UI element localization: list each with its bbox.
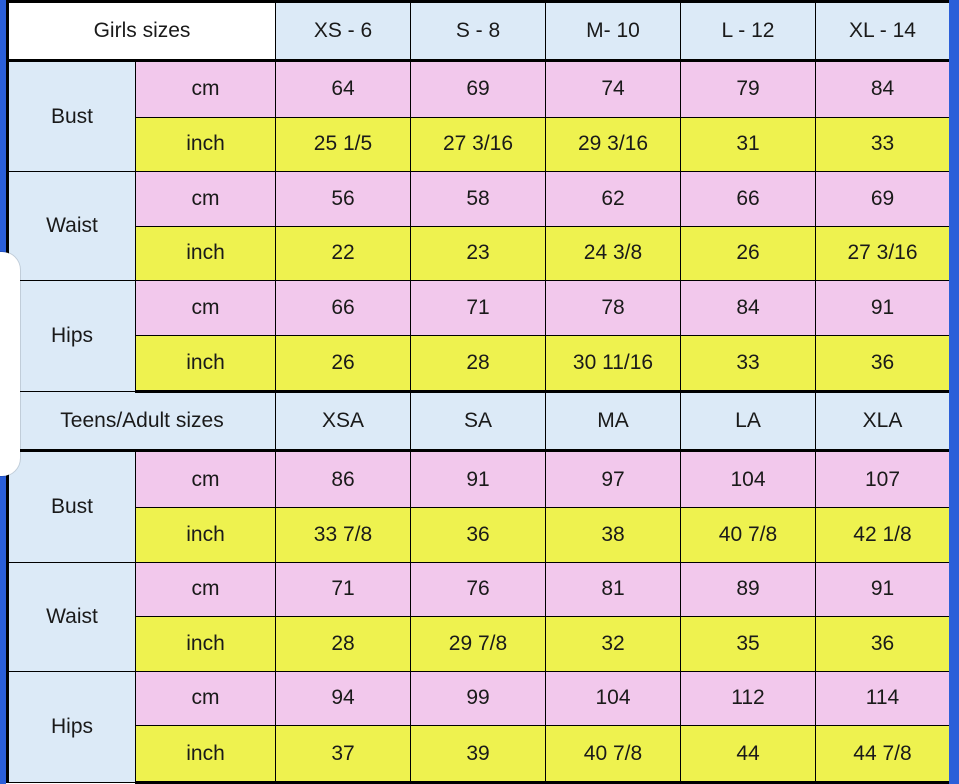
table-row-girls-header: [8, 2, 951, 61]
girls-waist-cm-xs: 56: [276, 172, 411, 227]
teens-waist-label: Waist: [8, 562, 136, 671]
teens-waist-cm-xsa: 71: [276, 562, 411, 617]
girls-hips-inch-xl: 36: [816, 335, 951, 392]
girls-size-xl: XL - 14: [816, 2, 951, 61]
teens-bust-cm-ma: 97: [546, 451, 681, 508]
teens-waist-inch-ma: 32: [546, 617, 681, 672]
girls-waist-inch-l: 26: [681, 226, 816, 281]
teens-bust-cm-la: 104: [681, 451, 816, 508]
table-row-teens-header: [8, 392, 951, 451]
girls-bust-inch-xl: 33: [816, 117, 951, 172]
teens-size-ma: MA: [546, 392, 681, 451]
girls-waist-label: Waist: [8, 172, 136, 281]
girls-bust-cm-xl: 84: [816, 60, 951, 117]
left-edge-callout: [0, 252, 20, 476]
unit-label-cm: cm: [136, 172, 276, 227]
girls-waist-inch-m: 24 3/8: [546, 226, 681, 281]
girls-bust-inch-m: 29 3/16: [546, 117, 681, 172]
girls-hips-inch-s: 28: [411, 335, 546, 392]
unit-label-inch: inch: [136, 508, 276, 563]
table-row-teens-bust-cm: [8, 451, 951, 508]
table-row-girls-bust-inch: [8, 117, 951, 172]
teens-waist-cm-ma: 81: [546, 562, 681, 617]
girls-waist-inch-s: 23: [411, 226, 546, 281]
table-row-teens-bust-inch: [8, 508, 951, 563]
teens-bust-inch-ma: 38: [546, 508, 681, 563]
unit-label-cm: cm: [136, 281, 276, 336]
girls-bust-label: Bust: [8, 60, 136, 171]
table-row-teens-hips-cm: [8, 671, 951, 726]
girls-bust-inch-s: 27 3/16: [411, 117, 546, 172]
table-row-girls-hips-cm: [8, 281, 951, 336]
girls-hips-inch-l: 33: [681, 335, 816, 392]
girls-bust-cm-xs: 64: [276, 60, 411, 117]
teens-hips-inch-sa: 39: [411, 726, 546, 783]
teens-size-la: LA: [681, 392, 816, 451]
teens-hips-cm-sa: 99: [411, 671, 546, 726]
unit-label-cm: cm: [136, 671, 276, 726]
girls-waist-cm-m: 62: [546, 172, 681, 227]
teens-bust-inch-xsa: 33 7/8: [276, 508, 411, 563]
teens-bust-cm-sa: 91: [411, 451, 546, 508]
teens-bust-cm-xsa: 86: [276, 451, 411, 508]
girls-size-m: M- 10: [546, 2, 681, 61]
unit-label-cm: cm: [136, 451, 276, 508]
teens-waist-cm-sa: 76: [411, 562, 546, 617]
girls-hips-cm-xs: 66: [276, 281, 411, 336]
teens-size-sa: SA: [411, 392, 546, 451]
unit-label-inch: inch: [136, 617, 276, 672]
table-row-teens-hips-inch: [8, 726, 951, 783]
girls-bust-cm-l: 79: [681, 60, 816, 117]
girls-hips-cm-m: 78: [546, 281, 681, 336]
girls-hips-inch-m: 30 11/16: [546, 335, 681, 392]
size-chart-table: [6, 0, 952, 784]
teens-hips-label: Hips: [8, 671, 136, 782]
teens-adult-sizes-title: Teens/Adult sizes: [8, 392, 276, 451]
table-row-girls-waist-cm: [8, 172, 951, 227]
girls-size-xs: XS - 6: [276, 2, 411, 61]
unit-label-inch: inch: [136, 226, 276, 281]
teens-hips-inch-la: 44: [681, 726, 816, 783]
girls-bust-inch-l: 31: [681, 117, 816, 172]
teens-hips-cm-ma: 104: [546, 671, 681, 726]
teens-waist-inch-xla: 36: [816, 617, 951, 672]
girls-size-s: S - 8: [411, 2, 546, 61]
teens-waist-cm-la: 89: [681, 562, 816, 617]
teens-waist-inch-sa: 29 7/8: [411, 617, 546, 672]
teens-waist-cm-xla: 91: [816, 562, 951, 617]
teens-hips-cm-xsa: 94: [276, 671, 411, 726]
teens-bust-inch-sa: 36: [411, 508, 546, 563]
teens-hips-inch-ma: 40 7/8: [546, 726, 681, 783]
teens-hips-cm-la: 112: [681, 671, 816, 726]
girls-waist-inch-xl: 27 3/16: [816, 226, 951, 281]
girls-waist-cm-xl: 69: [816, 172, 951, 227]
unit-label-cm: cm: [136, 562, 276, 617]
teens-waist-inch-la: 35: [681, 617, 816, 672]
table-row-teens-waist-inch: [8, 617, 951, 672]
unit-label-inch: inch: [136, 335, 276, 392]
unit-label-inch: inch: [136, 726, 276, 783]
teens-size-xsa: XSA: [276, 392, 411, 451]
girls-hips-label: Hips: [8, 281, 136, 392]
teens-hips-cm-xla: 114: [816, 671, 951, 726]
table-row-girls-waist-inch: [8, 226, 951, 281]
teens-hips-inch-xsa: 37: [276, 726, 411, 783]
girls-bust-cm-m: 74: [546, 60, 681, 117]
girls-sizes-title: Girls sizes: [8, 2, 276, 61]
girls-hips-inch-xs: 26: [276, 335, 411, 392]
girls-waist-cm-s: 58: [411, 172, 546, 227]
table-row-girls-bust-cm: [8, 60, 951, 117]
girls-hips-cm-xl: 91: [816, 281, 951, 336]
unit-label-inch: inch: [136, 117, 276, 172]
unit-label-cm: cm: [136, 60, 276, 117]
teens-hips-inch-xla: 44 7/8: [816, 726, 951, 783]
teens-bust-label: Bust: [8, 451, 136, 562]
table-row-girls-hips-inch: [8, 335, 951, 392]
teens-waist-inch-xsa: 28: [276, 617, 411, 672]
girls-bust-inch-xs: 25 1/5: [276, 117, 411, 172]
girls-waist-cm-l: 66: [681, 172, 816, 227]
girls-waist-inch-xs: 22: [276, 226, 411, 281]
teens-bust-cm-xla: 107: [816, 451, 951, 508]
girls-hips-cm-s: 71: [411, 281, 546, 336]
girls-hips-cm-l: 84: [681, 281, 816, 336]
girls-size-l: L - 12: [681, 2, 816, 61]
size-chart-sheet: [6, 0, 949, 784]
table-row-teens-waist-cm: [8, 562, 951, 617]
girls-bust-cm-s: 69: [411, 60, 546, 117]
teens-bust-inch-la: 40 7/8: [681, 508, 816, 563]
teens-bust-inch-xla: 42 1/8: [816, 508, 951, 563]
teens-size-xla: XLA: [816, 392, 951, 451]
